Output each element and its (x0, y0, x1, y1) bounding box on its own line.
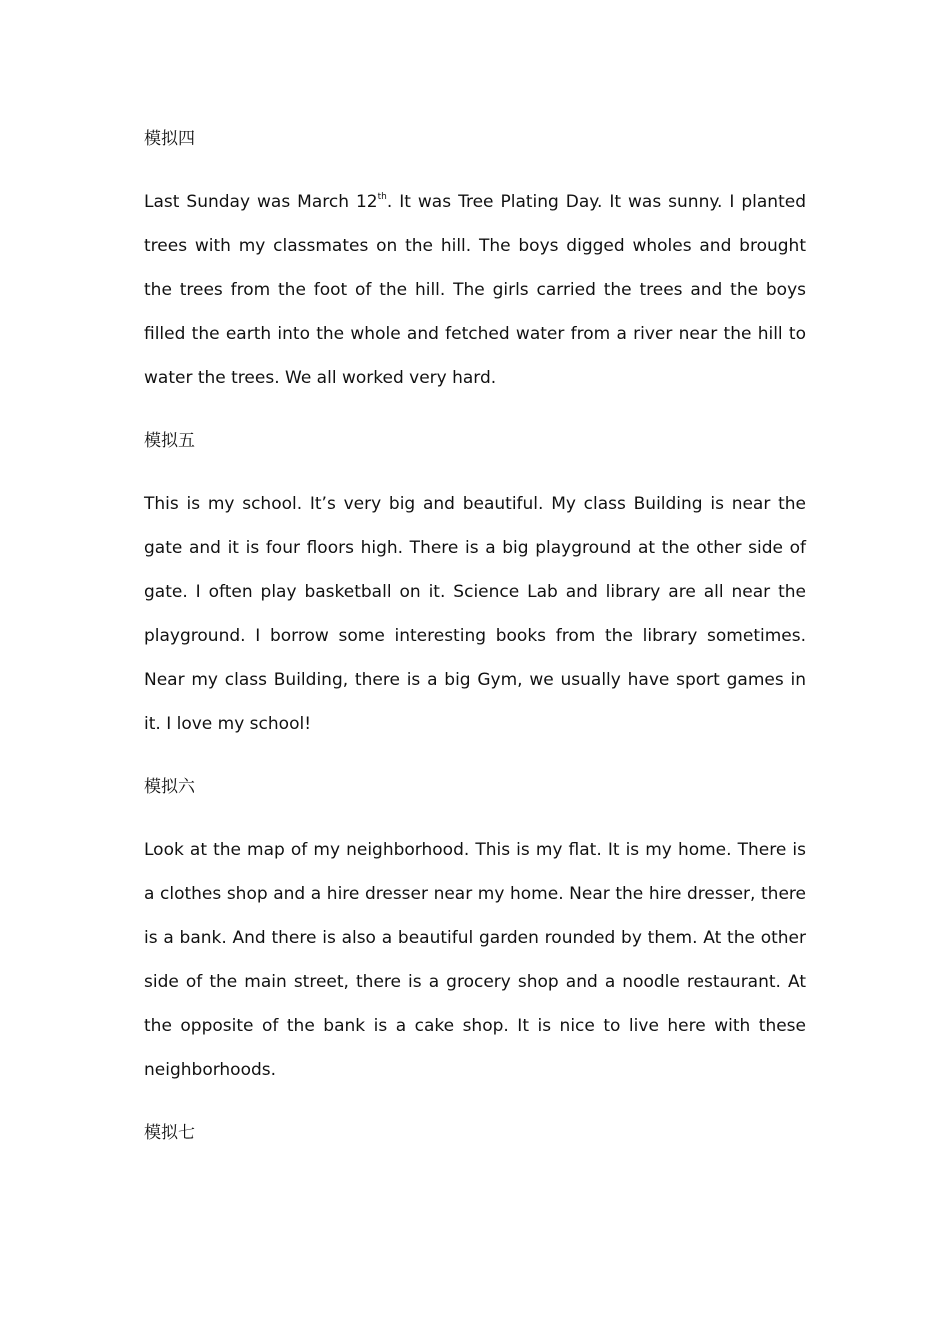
ordinal-suffix: th (377, 192, 387, 202)
section-heading-6: 模拟六 (144, 777, 195, 797)
section-paragraph-5: This is my school. It’s very big and beautiful. My class Building is near the gate and it is four floors high. There is a big playground at the other side of gate. I often play basketball on it. Science Lab and library are all near the playground. I borrow some interesting books from the library sometimes. Near my class Building, there is a big Gym, we usually have sport games in it. I love my school! (144, 494, 806, 734)
section-heading-7: 模拟七 (144, 1123, 195, 1143)
section-paragraph-4 (144, 180, 806, 400)
section-paragraph-6: Look at the map of my neighborhood. This is my flat. It is my home. There is a clothes shop and a hire dresser near my home. Near the hire dresser, there is a bank. And there is also a beautiful garden rounded by them. At the other side of the main street, there is a grocery shop and a noodle restaurant. At the opposite of the bank is a cake shop. It is nice to live here with these neighborhoods. (144, 840, 806, 1080)
paragraph-text-rest: . It was Tree Plating Day. It was sunny. I planted trees with my classmates on the hill. The boys digged wholes and brought the trees from the foot of the hill. The girls carried the trees and the boys filled the earth into the whole and fetched water from a river near the hill to water the trees. We all worked very hard. (144, 192, 806, 388)
section-heading-4: 模拟四 (144, 129, 195, 149)
section-heading-5: 模拟五 (144, 431, 195, 451)
paragraph-text-start: Last Sunday was March 12 (144, 192, 378, 212)
